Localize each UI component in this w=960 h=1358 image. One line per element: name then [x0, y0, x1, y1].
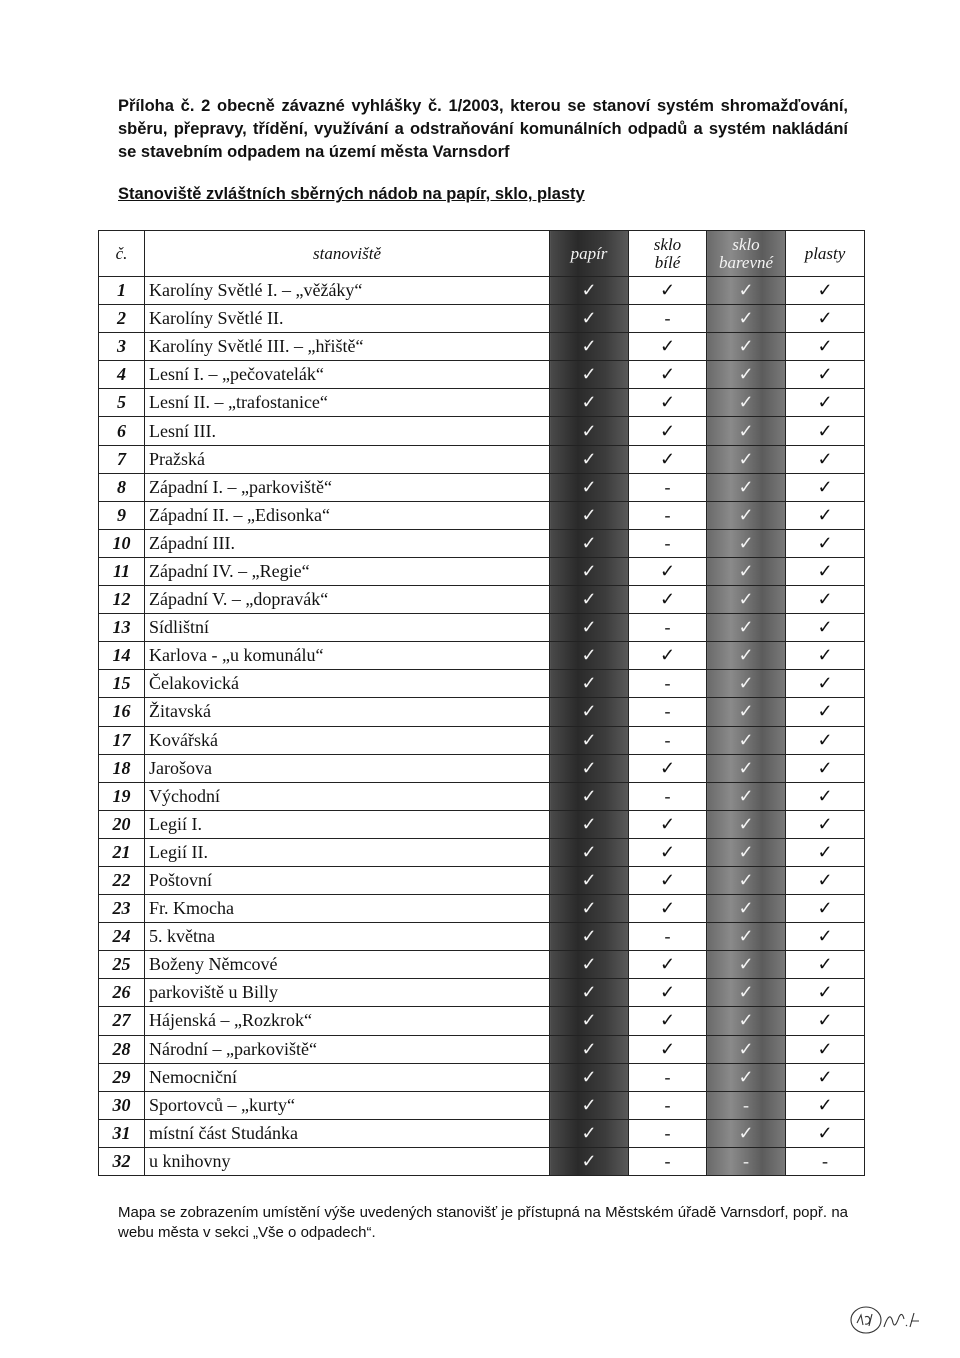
white-glass-mark: ✓	[629, 417, 707, 445]
paper-mark: ✓	[550, 557, 629, 585]
header-number: č.	[99, 231, 145, 277]
location-name: Karolíny Světlé III. – „hřiště“	[145, 333, 550, 361]
paper-mark: ✓	[550, 923, 629, 951]
location-name: u knihovny	[145, 1147, 550, 1175]
plastics-mark: ✓	[786, 726, 865, 754]
paper-mark: ✓	[550, 417, 629, 445]
paper-mark: ✓	[550, 782, 629, 810]
white-glass-mark: -	[629, 670, 707, 698]
location-name: Boženy Němcové	[145, 951, 550, 979]
row-number: 19	[99, 782, 145, 810]
plastics-mark: ✓	[786, 389, 865, 417]
white-glass-mark: -	[629, 473, 707, 501]
location-name: Národní – „parkoviště“	[145, 1035, 550, 1063]
paper-mark: ✓	[550, 1147, 629, 1175]
row-number: 26	[99, 979, 145, 1007]
location-name: Karolíny Světlé II.	[145, 305, 550, 333]
header-white-glass-line1: sklo	[653, 234, 682, 254]
location-name: Žitavská	[145, 698, 550, 726]
colored-glass-mark: ✓	[707, 417, 786, 445]
white-glass-mark: -	[629, 782, 707, 810]
table-row	[99, 754, 865, 782]
white-glass-mark: ✓	[629, 810, 707, 838]
colored-glass-mark: ✓	[707, 333, 786, 361]
location-name: Nemocniční	[145, 1063, 550, 1091]
table-row	[99, 1119, 865, 1147]
table-row	[99, 1007, 865, 1035]
header-white-glass	[629, 231, 707, 277]
paper-mark: ✓	[550, 1035, 629, 1063]
plastics-mark: ✓	[786, 361, 865, 389]
plastics-mark: ✓	[786, 305, 865, 333]
colored-glass-mark: ✓	[707, 614, 786, 642]
table-row	[99, 333, 865, 361]
location-name: Lesní III.	[145, 417, 550, 445]
header-white-glass-line2: bílé	[654, 252, 681, 272]
white-glass-mark: ✓	[629, 642, 707, 670]
plastics-mark: ✓	[786, 923, 865, 951]
colored-glass-mark: ✓	[707, 754, 786, 782]
paper-mark: ✓	[550, 1063, 629, 1091]
row-number: 22	[99, 866, 145, 894]
table-row	[99, 1063, 865, 1091]
row-number: 23	[99, 895, 145, 923]
table-row	[99, 866, 865, 894]
location-name: Západní III.	[145, 529, 550, 557]
paper-mark: ✓	[550, 838, 629, 866]
white-glass-mark: ✓	[629, 979, 707, 1007]
row-number: 12	[99, 586, 145, 614]
colored-glass-mark: ✓	[707, 979, 786, 1007]
colored-glass-mark: ✓	[707, 445, 786, 473]
table-row	[99, 614, 865, 642]
paper-mark: ✓	[550, 389, 629, 417]
white-glass-mark: ✓	[629, 389, 707, 417]
row-number: 30	[99, 1091, 145, 1119]
row-number: 14	[99, 642, 145, 670]
table-heading: Stanoviště zvláštních sběrných nádob na papír, sklo, plasty	[118, 185, 585, 203]
row-number: 17	[99, 726, 145, 754]
location-name: Legií II.	[145, 838, 550, 866]
table-row	[99, 445, 865, 473]
paper-mark: ✓	[550, 895, 629, 923]
paper-mark: ✓	[550, 445, 629, 473]
plastics-mark: ✓	[786, 670, 865, 698]
colored-glass-mark: ✓	[707, 866, 786, 894]
paper-mark: ✓	[550, 951, 629, 979]
row-number: 32	[99, 1147, 145, 1175]
paper-mark: ✓	[550, 361, 629, 389]
location-name: Východní	[145, 782, 550, 810]
table-row	[99, 389, 865, 417]
document-title: Příloha č. 2 obecně závazné vyhlášky č. 1/2003, kterou se stanoví systém shromažďování, sběru, přepravy, třídění, využívání a odstraňování komunálních odpadů a systém nakládání se stavebním odpadem na území města Varnsdorf	[118, 97, 848, 161]
paper-mark: ✓	[550, 305, 629, 333]
paper-mark: ✓	[550, 979, 629, 1007]
row-number: 2	[99, 305, 145, 333]
plastics-mark: ✓	[786, 501, 865, 529]
white-glass-mark: -	[629, 501, 707, 529]
row-number: 21	[99, 838, 145, 866]
colored-glass-mark: ✓	[707, 529, 786, 557]
white-glass-mark: -	[629, 305, 707, 333]
location-name: parkoviště u Billy	[145, 979, 550, 1007]
white-glass-mark: ✓	[629, 1035, 707, 1063]
footer-note: Mapa se zobrazením umístění výše uvedených stanovišť je přístupná na Městském úřadě Varnsdorf, popř. na webu města v sekci „Vše o odpadech“.	[118, 1204, 848, 1241]
colored-glass-mark: ✓	[707, 923, 786, 951]
plastics-mark: ✓	[786, 951, 865, 979]
location-name: Západní I. – „parkoviště“	[145, 473, 550, 501]
row-number: 8	[99, 473, 145, 501]
plastics-mark: ✓	[786, 1035, 865, 1063]
header-location: stanoviště	[145, 231, 550, 277]
table-row	[99, 979, 865, 1007]
table-row	[99, 642, 865, 670]
paper-mark: ✓	[550, 586, 629, 614]
row-number: 31	[99, 1119, 145, 1147]
handwritten-signature	[848, 1303, 940, 1337]
colored-glass-mark: ✓	[707, 1035, 786, 1063]
plastics-mark: ✓	[786, 557, 865, 585]
header-colored-glass-line1: sklo	[732, 234, 760, 254]
plastics-mark: -	[786, 1147, 865, 1175]
table-row	[99, 895, 865, 923]
location-name: Západní II. – „Edisonka“	[145, 501, 550, 529]
colored-glass-mark: ✓	[707, 473, 786, 501]
plastics-mark: ✓	[786, 782, 865, 810]
plastics-mark: ✓	[786, 866, 865, 894]
location-name: Kovářská	[145, 726, 550, 754]
location-name: Karolíny Světlé I. – „věžáky“	[145, 277, 550, 305]
colored-glass-mark: ✓	[707, 895, 786, 923]
white-glass-mark: ✓	[629, 361, 707, 389]
row-number: 28	[99, 1035, 145, 1063]
paper-mark: ✓	[550, 866, 629, 894]
white-glass-mark: ✓	[629, 1007, 707, 1035]
colored-glass-mark: ✓	[707, 389, 786, 417]
white-glass-mark: -	[629, 614, 707, 642]
white-glass-mark: -	[629, 923, 707, 951]
colored-glass-mark: ✓	[707, 838, 786, 866]
row-number: 11	[99, 557, 145, 585]
table-row	[99, 838, 865, 866]
table-row	[99, 501, 865, 529]
white-glass-mark: ✓	[629, 445, 707, 473]
colored-glass-mark: ✓	[707, 1063, 786, 1091]
white-glass-mark: ✓	[629, 838, 707, 866]
plastics-mark: ✓	[786, 754, 865, 782]
table-row	[99, 417, 865, 445]
plastics-mark: ✓	[786, 529, 865, 557]
colored-glass-mark: ✓	[707, 1119, 786, 1147]
table-row	[99, 1091, 865, 1119]
table-row	[99, 951, 865, 979]
white-glass-mark: ✓	[629, 951, 707, 979]
colored-glass-mark: ✓	[707, 1007, 786, 1035]
row-number: 25	[99, 951, 145, 979]
table-row	[99, 586, 865, 614]
white-glass-mark: -	[629, 529, 707, 557]
location-name: místní část Studánka	[145, 1119, 550, 1147]
row-number: 20	[99, 810, 145, 838]
table-row	[99, 923, 865, 951]
plastics-mark: ✓	[786, 614, 865, 642]
location-name: Sídlištní	[145, 614, 550, 642]
white-glass-mark: ✓	[629, 895, 707, 923]
location-name: Čelakovická	[145, 670, 550, 698]
table-row	[99, 277, 865, 305]
paper-mark: ✓	[550, 810, 629, 838]
plastics-mark: ✓	[786, 810, 865, 838]
location-name: Lesní I. – „pečovatelák“	[145, 361, 550, 389]
plastics-mark: ✓	[786, 417, 865, 445]
paper-mark: ✓	[550, 473, 629, 501]
plastics-mark: ✓	[786, 1091, 865, 1119]
white-glass-mark: ✓	[629, 277, 707, 305]
plastics-mark: ✓	[786, 1063, 865, 1091]
location-name: Hájenská – „Rozkrok“	[145, 1007, 550, 1035]
location-name: Poštovní	[145, 866, 550, 894]
row-number: 13	[99, 614, 145, 642]
paper-mark: ✓	[550, 670, 629, 698]
white-glass-mark: -	[629, 1063, 707, 1091]
table-row	[99, 698, 865, 726]
plastics-mark: ✓	[786, 698, 865, 726]
paper-mark: ✓	[550, 754, 629, 782]
row-number: 27	[99, 1007, 145, 1035]
paper-mark: ✓	[550, 277, 629, 305]
colored-glass-mark: ✓	[707, 305, 786, 333]
table-row	[99, 1035, 865, 1063]
plastics-mark: ✓	[786, 1007, 865, 1035]
table-row	[99, 782, 865, 810]
row-number: 18	[99, 754, 145, 782]
location-name: Jarošova	[145, 754, 550, 782]
colored-glass-mark: -	[707, 1091, 786, 1119]
white-glass-mark: ✓	[629, 557, 707, 585]
location-name: Pražská	[145, 445, 550, 473]
plastics-mark: ✓	[786, 1119, 865, 1147]
paper-mark: ✓	[550, 614, 629, 642]
white-glass-mark: ✓	[629, 866, 707, 894]
location-name: Legií I.	[145, 810, 550, 838]
colored-glass-mark: ✓	[707, 586, 786, 614]
row-number: 16	[99, 698, 145, 726]
colored-glass-mark: ✓	[707, 501, 786, 529]
collection-points-table	[98, 230, 865, 1176]
colored-glass-mark: ✓	[707, 557, 786, 585]
location-name: Sportovců – „kurty“	[145, 1091, 550, 1119]
location-name: Západní V. – „dopravák“	[145, 586, 550, 614]
colored-glass-mark: ✓	[707, 642, 786, 670]
location-name: Fr. Kmocha	[145, 895, 550, 923]
table-header-row	[99, 231, 865, 277]
colored-glass-mark: ✓	[707, 361, 786, 389]
colored-glass-mark: ✓	[707, 810, 786, 838]
header-colored-glass	[707, 231, 786, 277]
colored-glass-mark: ✓	[707, 726, 786, 754]
row-number: 1	[99, 277, 145, 305]
white-glass-mark: ✓	[629, 586, 707, 614]
row-number: 10	[99, 529, 145, 557]
table-row	[99, 1147, 865, 1175]
paper-mark: ✓	[550, 642, 629, 670]
row-number: 29	[99, 1063, 145, 1091]
location-name: Lesní II. – „trafostanice“	[145, 389, 550, 417]
white-glass-mark: -	[629, 698, 707, 726]
table-row	[99, 670, 865, 698]
paper-mark: ✓	[550, 726, 629, 754]
table-row	[99, 529, 865, 557]
table-row	[99, 361, 865, 389]
table-row	[99, 305, 865, 333]
white-glass-mark: ✓	[629, 333, 707, 361]
white-glass-mark: ✓	[629, 754, 707, 782]
table-row	[99, 726, 865, 754]
paper-mark: ✓	[550, 698, 629, 726]
plastics-mark: ✓	[786, 445, 865, 473]
colored-glass-mark: ✓	[707, 277, 786, 305]
colored-glass-mark: -	[707, 1147, 786, 1175]
table-row	[99, 473, 865, 501]
header-colored-glass-line2: barevné	[718, 252, 774, 272]
plastics-mark: ✓	[786, 895, 865, 923]
plastics-mark: ✓	[786, 838, 865, 866]
paper-mark: ✓	[550, 333, 629, 361]
table-row	[99, 557, 865, 585]
plastics-mark: ✓	[786, 473, 865, 501]
white-glass-mark: -	[629, 1147, 707, 1175]
white-glass-mark: -	[629, 1119, 707, 1147]
white-glass-mark: -	[629, 1091, 707, 1119]
paper-mark: ✓	[550, 1091, 629, 1119]
colored-glass-mark: ✓	[707, 951, 786, 979]
plastics-mark: ✓	[786, 277, 865, 305]
row-number: 4	[99, 361, 145, 389]
location-name: 5. května	[145, 923, 550, 951]
paper-mark: ✓	[550, 529, 629, 557]
row-number: 6	[99, 417, 145, 445]
white-glass-mark: -	[629, 726, 707, 754]
paper-mark: ✓	[550, 1119, 629, 1147]
row-number: 7	[99, 445, 145, 473]
row-number: 9	[99, 501, 145, 529]
location-name: Západní IV. – „Regie“	[145, 557, 550, 585]
plastics-mark: ✓	[786, 979, 865, 1007]
table-row	[99, 810, 865, 838]
row-number: 3	[99, 333, 145, 361]
header-plastics: plasty	[786, 231, 865, 277]
plastics-mark: ✓	[786, 333, 865, 361]
row-number: 15	[99, 670, 145, 698]
row-number: 5	[99, 389, 145, 417]
plastics-mark: ✓	[786, 642, 865, 670]
colored-glass-mark: ✓	[707, 698, 786, 726]
paper-mark: ✓	[550, 501, 629, 529]
row-number: 24	[99, 923, 145, 951]
colored-glass-mark: ✓	[707, 670, 786, 698]
colored-glass-mark: ✓	[707, 782, 786, 810]
paper-mark: ✓	[550, 1007, 629, 1035]
plastics-mark: ✓	[786, 586, 865, 614]
header-paper: papír	[550, 231, 629, 277]
location-name: Karlova - „u komunálu“	[145, 642, 550, 670]
